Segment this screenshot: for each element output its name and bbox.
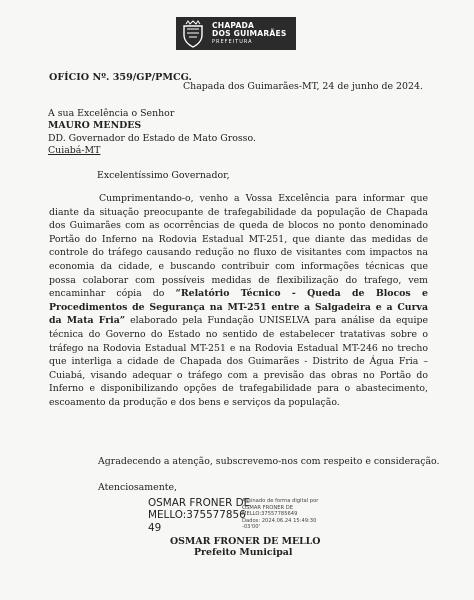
body-part-1: Cumprimentando-o, venho a Vossa Excelência para informar que diante da situação preocupante de trafegabilidade da população de Chapada dos Guimarães com as ocorrências de queda de blocos no ponto denominado Portão do Inferno na Rodovia Estadual MT-251, que diante das medidas de controle do tráfego causando redução no fluxo de visitantes com impactos na economia da cidade, e buscando contribuir com informações técnicas que possa colaborar com possíveis medidas de flexibilização do trafego, vem encaminhar cópia do (49, 193, 428, 300)
closing-line: Atenciosamente, (98, 482, 178, 493)
logo-line-2: DOS GUIMARÃES (212, 29, 287, 38)
recipient-name: MAURO MENDES (48, 120, 142, 131)
logo-text (212, 22, 287, 44)
body-part-2: elaborado pela Fundação UNISELVA para análise da equipe técnica do Governo do Estado no sentido de estabelecer tratativas sobre o tráfego na Rodovia Estadual MT-251 e na Rodovia Estadual MT-246 no trecho que interliga a cidade de Chapada dos Guimarães - Distrito de Água Fria – Cuiabá, visando adequar o tráfego com a previsão das obras no Portão do Inferno e disponibilizando opções de trafegabilidade para o abastecimento, escoamento da produção e dos bens e serviços da população. (49, 315, 429, 408)
signature-name (148, 497, 250, 534)
digital-signature (148, 497, 428, 541)
salutation: Excelentíssimo Governador, (97, 170, 230, 181)
signature-name-line: OSMAR FRONER DE (148, 497, 251, 509)
logo-line-3: PREFEITURA (212, 38, 253, 45)
signature-stamp-line: -03'00' (242, 524, 260, 531)
logo-line-1: CHAPADA (212, 21, 255, 31)
signatory-name: OSMAR FRONER DE MELLO (170, 536, 321, 547)
recipient-line-1: A sua Excelência o Senhor (48, 108, 175, 119)
signature-stamp-line: Assinado de forma digital por (242, 498, 319, 504)
city-hall-logo (176, 17, 296, 50)
signature-stamp-line: Dados: 2024.06.24 15:49:30 (242, 517, 317, 524)
signature-stamp (242, 498, 318, 531)
signatory-role: Prefeito Municipal (194, 547, 293, 558)
thanks-line: Agradecendo a atenção, subscrevemo-nos com respeito e consideração. (98, 456, 440, 467)
recipient-city: Cuiabá-MT (48, 145, 101, 156)
place-and-date: Chapada dos Guimarães-MT, 24 de junho de 2024. (183, 81, 423, 92)
signature-stamp-line: OSMAR FRONER DE (242, 504, 294, 511)
letter-body (49, 192, 428, 410)
coat-of-arms-icon (180, 20, 206, 48)
signature-stamp-line: MELLO:37557785649 (242, 511, 298, 518)
recipient-title: DD. Governador do Estado de Mato Grosso. (48, 133, 256, 144)
report-title: “Relatório Técnico - Queda de Blocos e Procedimentos de Segurança na MT-251 entre a Salgadeira e a Curva da Mata Fria” (49, 288, 428, 327)
signature-name-line: MELLO:375577856 (148, 509, 246, 522)
signature-name-line: 49 (148, 521, 162, 534)
letter-reference: OFÍCIO Nº. 359/GP/PMCG. (49, 72, 192, 83)
body-paragraph (49, 192, 428, 410)
